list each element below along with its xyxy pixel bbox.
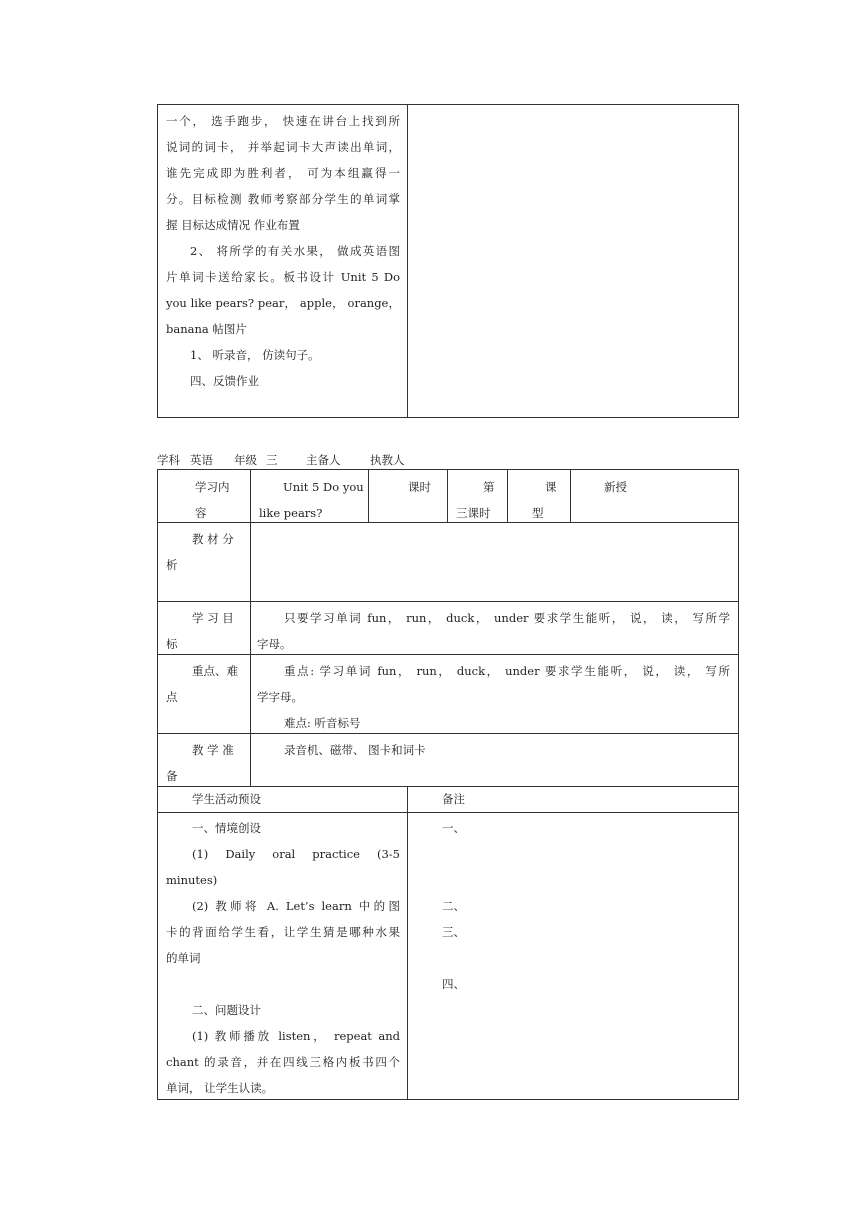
text-line: 卡的背面给学生看，让学生猜是哪种水果 <box>166 925 400 939</box>
row-divider <box>157 654 739 655</box>
type-label: 课 <box>545 480 557 494</box>
content-label: 学习内 <box>195 480 230 494</box>
period-value: 三课时 <box>456 506 491 520</box>
col-divider <box>368 469 369 522</box>
note-marker: 三、 <box>442 925 465 939</box>
analysis-label: 析 <box>166 558 178 572</box>
col-divider <box>570 469 571 522</box>
preparer-label: 主备人 <box>306 453 341 467</box>
content-value: Unit 5 Do you <box>283 480 364 494</box>
row-divider <box>157 522 739 523</box>
grade-label: 年级 <box>234 453 257 467</box>
col-divider <box>407 786 408 1100</box>
text-line: 一个， 选手跑步， 快速在讲台上找到所 <box>166 114 400 128</box>
note-marker: 四、 <box>442 977 465 991</box>
text-line: chant 的录音，并在四线三格内板书四个 <box>166 1055 400 1069</box>
key-points-label: 点 <box>166 690 178 704</box>
subject-value: 英语 <box>190 453 213 467</box>
grade-value: 三 <box>266 453 278 467</box>
prep-text: 录音机、磁带、 图卡和词卡 <box>284 743 426 757</box>
period-value: 第 <box>483 480 495 494</box>
text-line: (1) Daily oral practice (3-5 <box>192 847 400 861</box>
goal-label: 标 <box>166 637 178 651</box>
note-marker: 二、 <box>442 899 465 913</box>
prep-label: 备 <box>166 769 178 783</box>
key-points-text: 重点: 学习单词 fun， run， duck， under 要求学生能听， 说， 读， 写所 <box>284 664 730 678</box>
type-label: 型 <box>532 506 544 520</box>
goal-text: 字母。 <box>257 637 292 651</box>
goal-text: 只要学习单词 fun， run， duck， under 要求学生能听， 说， 读， 写所学 <box>284 611 730 625</box>
subject-label: 学科 <box>157 453 180 467</box>
notes-header: 备注 <box>442 792 465 806</box>
text-line: minutes) <box>166 873 218 887</box>
text-line: (2) 教师将 A. Let’s learn 中的图 <box>192 899 400 913</box>
type-value: 新授 <box>604 480 627 494</box>
period-label: 课时 <box>408 480 431 494</box>
text-line: 二、问题设计 <box>192 1003 261 1017</box>
analysis-label: 教 材 分 <box>192 532 234 546</box>
text-line: 一、情境创设 <box>192 821 261 835</box>
text-line: 2、 将所学的有关水果， 做成英语图 <box>190 244 400 258</box>
row-divider <box>157 812 739 813</box>
col-divider <box>447 469 448 522</box>
text-line: 单词， 让学生认读。 <box>166 1081 274 1095</box>
text-line: you like pears? pear， apple， orange， <box>166 296 400 310</box>
row-divider <box>157 601 739 602</box>
text-line: 四、反馈作业 <box>190 374 259 388</box>
content-value: like pears? <box>259 506 323 520</box>
top-table-divider <box>407 104 408 418</box>
text-line: 握 目标达成情况 作业布置 <box>166 218 300 232</box>
col-divider <box>250 469 251 786</box>
text-line: 谁先完成即为胜利者， 可为本组赢得一 <box>166 166 400 180</box>
activity-header: 学生活动预设 <box>192 792 261 806</box>
text-line: banana 帖图片 <box>166 322 247 336</box>
text-line: (1) 教师播放 listen， repeat and <box>192 1029 400 1043</box>
text-line: 说词的词卡， 并举起词卡大声读出单词， <box>166 140 400 154</box>
text-line: 1、 听录音， 仿读句子。 <box>190 348 320 362</box>
teacher-label: 执教人 <box>370 453 405 467</box>
text-line: 分。目标检测 教师考察部分学生的单词掌 <box>166 192 400 206</box>
key-points-text: 学字母。 <box>257 690 303 704</box>
prep-label: 教 学 准 <box>192 743 234 757</box>
note-marker: 一、 <box>442 821 465 835</box>
text-line: 的单词 <box>166 951 201 965</box>
key-points-label: 重点、难 <box>192 664 238 678</box>
content-label: 容 <box>195 506 207 520</box>
row-divider <box>157 733 739 734</box>
difficult-points-text: 难点: 听音标号 <box>284 716 361 730</box>
col-divider <box>507 469 508 522</box>
goal-label: 学 习 目 <box>192 611 234 625</box>
text-line: 片单词卡送给家长。板书设计 Unit 5 Do <box>166 270 400 284</box>
